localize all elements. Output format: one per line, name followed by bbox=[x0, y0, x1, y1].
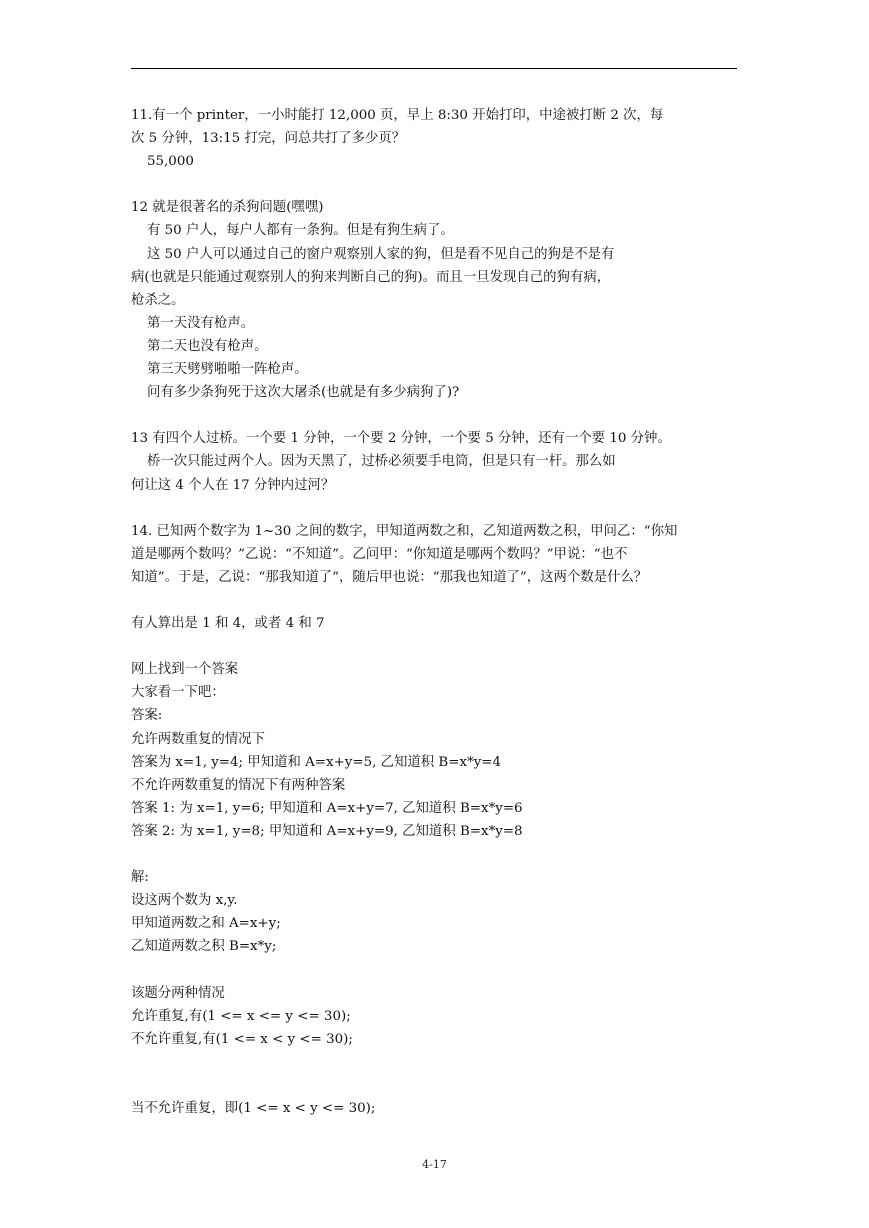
q13-line-2: 桥一次只能过两个人。因为天黑了，过桥必须要手电筒，但是只有一杆。那么如 bbox=[147, 454, 616, 470]
q14-no-dup-answer-2: 答案 2: 为 x=1, y=8; 甲知道和 A=x+y=9, 乙知道积 B=x*y=8 bbox=[131, 823, 523, 839]
q14-someone-answer: 有人算出是 1 和 4，或者 4 和 7 bbox=[131, 616, 325, 632]
q14-solution-2: 甲知道两数之和 A=x+y; bbox=[131, 916, 281, 932]
q12-line-2: 这 50 户人可以通过自己的窗户观察别人家的狗，但是看不见自己的狗是不是有 bbox=[147, 246, 615, 262]
q13-line-3: 何让这 4 个人在 17 分钟内过河？ bbox=[131, 477, 335, 493]
header-rule bbox=[131, 68, 737, 69]
q14-found-2: 大家看一下吧： bbox=[131, 685, 225, 701]
document-body bbox=[131, 104, 751, 1120]
q14-when-no-dup: 当不允许重复，即(1 <= x < y <= 30); bbox=[131, 1101, 376, 1117]
q12-line-7: 第三天劈劈啪啪一阵枪声。 bbox=[147, 362, 308, 378]
q14-cases: 该题分两种情况 bbox=[131, 985, 225, 1001]
q12-line-1: 有 50 户人，每户人都有一条狗。但是有狗生病了。 bbox=[147, 223, 454, 239]
q12-title: 12 就是很著名的杀狗问题(嘿嘿) bbox=[131, 200, 324, 216]
q13-line-1: 13 有四个人过桥。一个要 1 分钟，一个要 2 分钟，一个要 5 分钟，还有一个要 10 分钟。 bbox=[131, 431, 671, 447]
q11-answer: 55,000 bbox=[147, 154, 194, 170]
q14-allow-dup: 允许两数重复的情况下 bbox=[131, 731, 265, 747]
q12-line-6: 第二天也没有枪声。 bbox=[147, 338, 268, 354]
q14-allow-dup-answer: 答案为 x=1, y=4; 甲知道和 A=x+y=5, 乙知道积 B=x*y=4 bbox=[131, 754, 502, 770]
q14-found-1: 网上找到一个答案 bbox=[131, 662, 239, 678]
q11-line-1: 11.有一个 printer，一小时能打 12,000 页，早上 8:30 开始打印，中途被打断 2 次，每 bbox=[131, 108, 664, 123]
q14-case-2: 不允许重复,有(1 <= x < y <= 30); bbox=[131, 1031, 353, 1047]
q14-answer-label: 答案: bbox=[131, 708, 163, 724]
page-number: 4-17 bbox=[422, 1158, 447, 1171]
q11-line-2: 次 5 分钟，13:15 打完，问总共打了多少页？ bbox=[131, 131, 406, 147]
q14-line-2: 道是哪两个数吗？”乙说：“不知道”。乙问甲：“你知道是哪两个数吗？”甲说：“也不 bbox=[131, 546, 628, 562]
q14-case-1: 允许重复,有(1 <= x <= y <= 30); bbox=[131, 1008, 351, 1024]
q14-solution-3: 乙知道两数之积 B=x*y; bbox=[131, 939, 277, 955]
q14-solution-label: 解: bbox=[131, 870, 149, 886]
q12-line-3: 病(也就是只能通过观察别人的狗来判断自己的狗)。而且一旦发现自己的狗有病， bbox=[131, 269, 611, 285]
q12-line-5: 第一天没有枪声。 bbox=[147, 315, 255, 331]
q14-line-1: 14. 已知两个数字为 1~30 之间的数字，甲知道两数之和，乙知道两数之积，甲问乙：“你知 bbox=[131, 523, 678, 539]
q12-line-8: 问有多少条狗死于这次大屠杀(也就是有多少病狗了)? bbox=[147, 385, 460, 401]
q14-no-dup-answer-1: 答案 1: 为 x=1, y=6; 甲知道和 A=x+y=7, 乙知道积 B=x*y=6 bbox=[131, 800, 523, 816]
q14-no-dup: 不允许两数重复的情况下有两种答案 bbox=[131, 777, 346, 793]
q12-line-4: 枪杀之。 bbox=[131, 292, 185, 308]
q14-line-3: 知道”。于是，乙说：“那我知道了”，随后甲也说：“那我也知道了”，这两个数是什么？ bbox=[131, 569, 648, 585]
q14-solution-1: 设这两个数为 x,y. bbox=[131, 893, 238, 909]
